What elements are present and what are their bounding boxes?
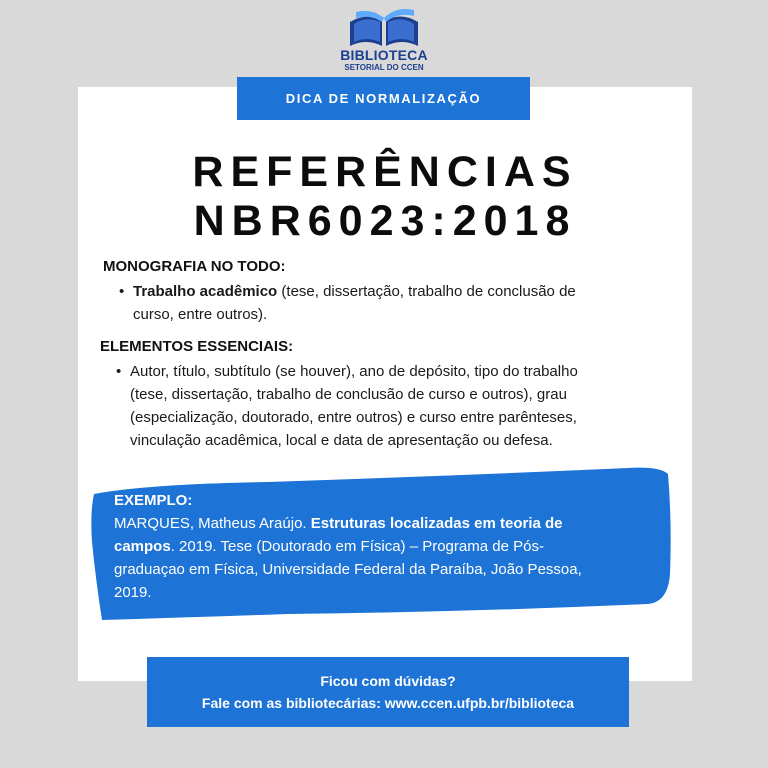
monografia-heading: MONOGRAFIA NO TODO: [103,258,286,275]
example-rest-3: 2019. [114,584,152,601]
monografia-bold: Trabalho acadêmico [133,283,278,300]
example-rest-1: . 2019. Tese (Doutorado em Física) – Programa de Pós- [170,538,544,555]
elementos-line-4: vinculação acadêmica, local e data de apresentação ou defesa. [130,432,553,449]
bullet-dot: • [116,363,122,380]
example-rest-2: graduaçao em Física, Universidade Federal da Paraíba, João Pessoa, [114,561,582,578]
monografia-text-1: (tese, dissertação, trabalho de conclusão de [277,283,576,300]
elementos-line-2: (tese, dissertação, trabalho de conclusão de curso e outros), grau [130,386,567,403]
footer-contact [147,657,629,727]
footer-question: Ficou com dúvidas? [320,673,456,689]
example-author: MARQUES, Matheus Araújo. [114,515,311,532]
page-title [78,148,692,246]
book-icon [344,6,424,50]
bullet-dot: • [119,283,125,300]
logo-title: BIBLIOTECA [340,47,428,63]
elementos-bullet [116,360,670,452]
title-line-1: REFERÊNCIAS [192,148,578,196]
logo-subtitle: SETORIAL DO CCEN [344,63,424,72]
example-block [114,489,634,604]
monografia-bullet [119,280,653,326]
example-title-2: campos [114,538,171,555]
monografia-text-2: curso, entre outros). [133,306,268,323]
footer-website-link[interactable]: Fale com as bibliotecárias: www.ccen.ufpb.br/biblioteca [201,695,575,711]
title-line-2: NBR6023:2018 [193,197,577,245]
example-title-1: Estruturas localizadas em teoria de [310,515,563,532]
elementos-heading: ELEMENTOS ESSENCIAIS: [100,338,294,355]
elementos-line-1: Autor, título, subtítulo (se houver), ano de depósito, tipo do trabalho [130,363,578,380]
library-logo [330,6,438,78]
elementos-line-3: (especialização, doutorado, entre outros) e curso entre parênteses, [130,409,577,426]
section-tag: DICA DE NORMALIZAÇÃO [237,77,530,120]
example-label: EXEMPLO: [114,492,193,509]
